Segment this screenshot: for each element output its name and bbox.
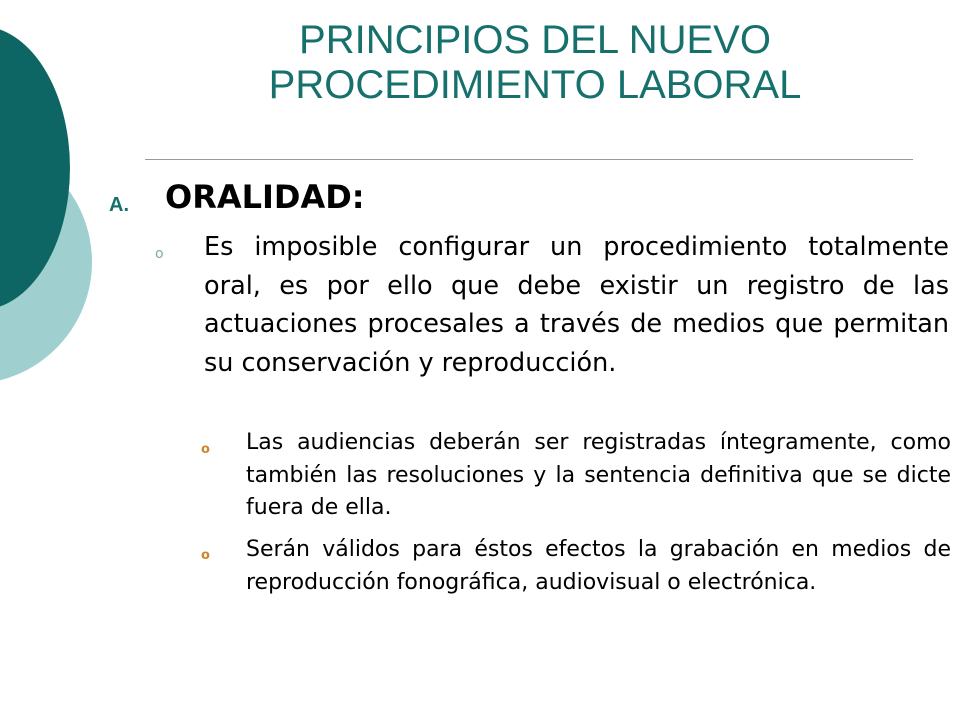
sub-bullet-text: Las audiencias deberán ser registradas íntegramente, como también las resoluciones y la sentencia definitiva que se dicte fuera de ella. (246, 430, 951, 520)
sub-bullet-text: Serán válidos para éstos efectos la grabación en medios de reproducción fonográfica, audiovisual o electrónica. (246, 537, 951, 595)
bullet-circle-icon: o (155, 246, 164, 262)
sub-bullet-circle-icon: o (201, 442, 210, 457)
bullet-text: Es imposible configurar un procedimiento totalmente oral, es por ello que debe existir un registro de las actuaciones procesales a través de medios que permitan su conservación y reproducción. (204, 232, 949, 378)
title-divider (145, 159, 913, 160)
slide-title: PRINCIPIOS DEL NUEVO PROCEDIMIENTO LABORAL (268, 18, 802, 107)
section-heading: ORALIDAD: (165, 178, 365, 216)
section-marker: A. (109, 194, 129, 216)
sub-bullet-circle-icon: o (201, 548, 210, 563)
decorative-circles (0, 0, 110, 400)
